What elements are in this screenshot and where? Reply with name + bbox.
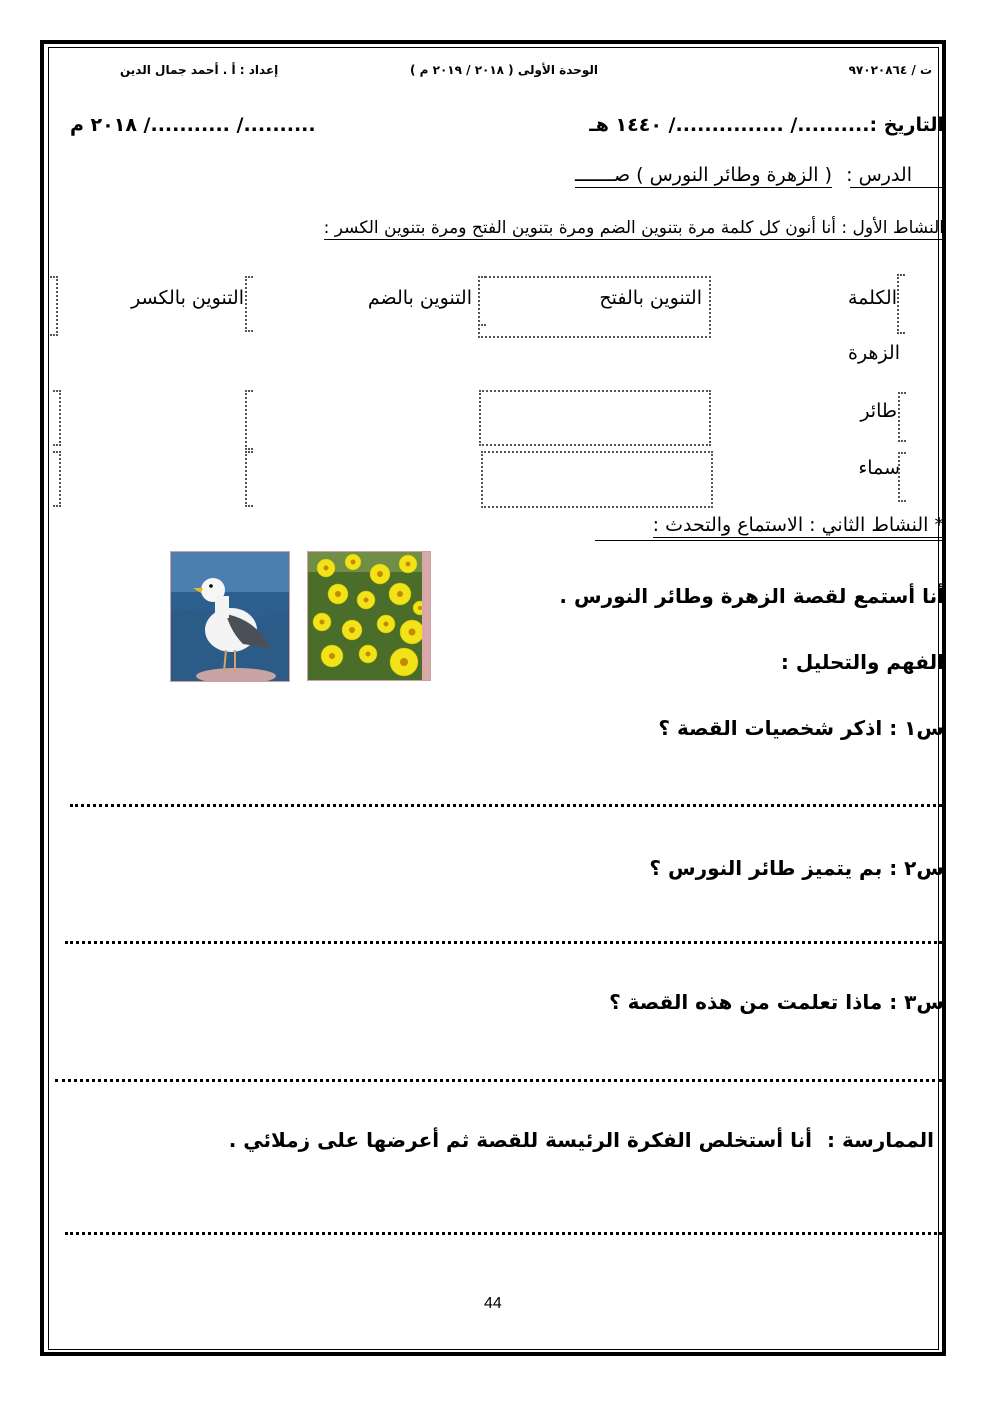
kasra-left-bracket: [50, 276, 58, 336]
answer-line-4[interactable]: [65, 1232, 942, 1235]
word-tair: طائر: [860, 400, 897, 422]
flowers-image: [307, 551, 431, 681]
lesson-underline: [850, 187, 946, 188]
kasra-header-bracket: [245, 276, 253, 332]
word-zahra: الزهرة: [847, 342, 900, 364]
answer-bracket-samaa[interactable]: [245, 451, 253, 507]
col-header-word: الكلمة: [847, 287, 897, 309]
col-header-kasra: التنوين بالكسر: [131, 287, 244, 309]
word-samaa: سماء: [858, 457, 900, 479]
comprehension-title: الفهم والتحليل :: [780, 650, 944, 674]
practice-text: أنا أستخلص الفكرة الرئيسة للقصة ثم أعرضها على زملائي .: [228, 1128, 812, 1152]
question-3: س٣ : ماذا تعلمت من هذه القصة ؟: [609, 990, 944, 1014]
activity2-instruction: أنا أستمع لقصة الزهرة وطائر النورس .: [559, 584, 944, 608]
lesson-title: ( الزهرة وطائر النورس ) صـــــــ: [575, 164, 832, 186]
answer-line-2[interactable]: [65, 941, 942, 944]
answer-box-samaa-fatha[interactable]: [481, 451, 713, 508]
date-hijri: التاريخ :........../ .............../ ١٤٤٠ هـ: [589, 114, 944, 136]
damma-left-mark: [478, 276, 486, 326]
answer-line-1[interactable]: [70, 804, 942, 807]
word-col-bracket: [897, 274, 905, 334]
activity2-underline: [595, 540, 946, 541]
answer-bracket-tair[interactable]: [245, 390, 253, 450]
seagull-image: [170, 551, 290, 682]
word-row2-bracket: [898, 392, 906, 442]
question-1: س١ : اذكر شخصيات القصة ؟: [658, 716, 944, 740]
col-header-fatha: التنوين بالفتح: [599, 287, 702, 309]
answer-line-3[interactable]: [55, 1079, 942, 1082]
header-phone: ت / ٩٧٠٢٠٨٦٤: [848, 63, 932, 77]
answer-bracket-samaa-kasra[interactable]: [53, 451, 61, 507]
header-author: إعداد : أ . أحمد جمال الدين: [120, 63, 279, 77]
practice-label: الممارسة :: [827, 1128, 934, 1152]
lesson-label: الدرس :: [846, 164, 912, 186]
question-2: س٢ : بم يتميز طائر النورس ؟: [649, 856, 944, 880]
answer-bracket-tair-kasra[interactable]: [53, 390, 61, 446]
activity1-title: النشاط الأول : أنا أنون كل كلمة مرة بتنوين الضم ومرة بتنوين الفتح ومرة بتنوين الكسر :: [323, 218, 944, 238]
flowers-drawing: [308, 552, 430, 680]
page-inner-border: [48, 47, 939, 1350]
seagull-drawing: [171, 552, 289, 681]
col-header-damma: التنوين بالضم: [367, 287, 472, 309]
header-unit: الوحدة الأولى ( ٢٠١٨ / ٢٠١٩ م ): [410, 63, 598, 77]
activity2-title: * النشاط الثاني : الاستماع والتحدث :: [652, 514, 944, 536]
date-gregorian: ........../ .........../ ٢٠١٨ م: [70, 114, 316, 136]
answer-box-tair-fatha[interactable]: [479, 390, 711, 446]
page-number: 44: [484, 1295, 502, 1312]
